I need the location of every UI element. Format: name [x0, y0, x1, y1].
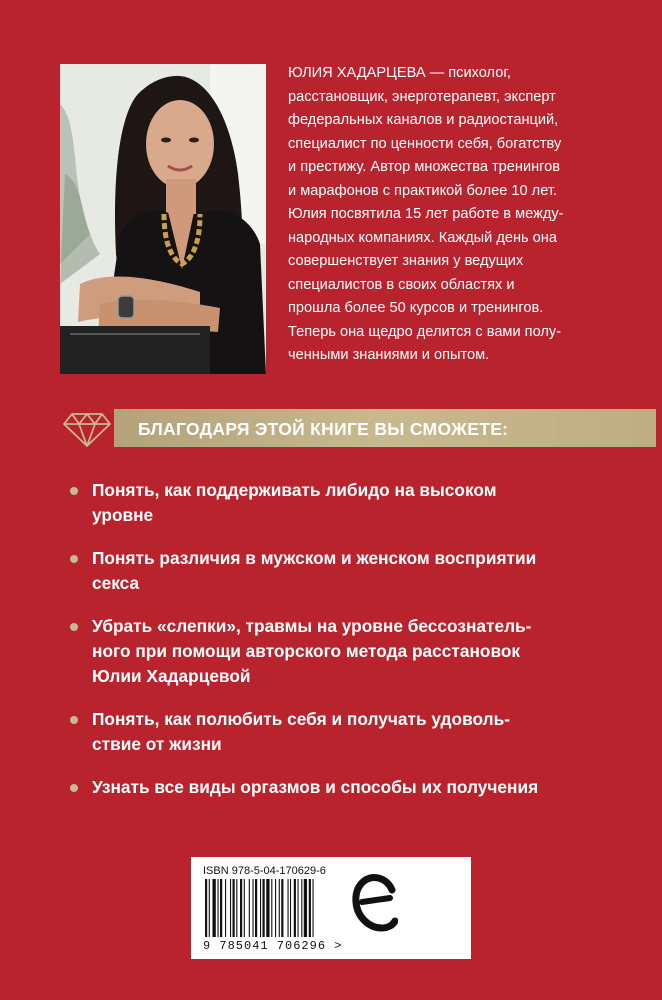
- benefit-item: [70, 707, 630, 757]
- bullet-dot-icon: [70, 623, 78, 631]
- benefit-line: ствие от жизни: [92, 734, 222, 754]
- diamond-icon: [60, 406, 114, 450]
- bio-line: прошла более 50 курсов и тренингов.: [288, 300, 544, 316]
- bio-line: народных компаниях. Каждый день она: [288, 229, 557, 246]
- benefit-line: Узнать все виды оргазмов и способы их получения: [92, 777, 539, 797]
- bio-line: ченными знаниями и опытом.: [288, 347, 490, 363]
- bio-line: Теперь она щедро делится с вами полу-: [288, 323, 562, 340]
- bio-line: совершенствует знания у ведущих: [288, 253, 524, 269]
- publisher-logo-icon: [352, 872, 398, 934]
- isbn-label: ISBN 978-5-04-170629-6: [203, 865, 326, 877]
- bio-line: Юлия посвятила 15 лет работе в между-: [288, 206, 564, 222]
- benefits-list: [70, 478, 630, 818]
- bio-line: специалист по ценности себя, богатству: [288, 135, 562, 152]
- benefit-line: секса: [92, 573, 140, 593]
- bio-line: и престижу. Автор множества тренингов: [288, 159, 561, 175]
- benefit-item: [70, 775, 630, 800]
- benefit-line: Убрать «слепки», травмы на уровне бессознатель-: [92, 616, 532, 636]
- bio-line: федеральных каналов и радиостанций,: [288, 112, 559, 128]
- bio-line: специалистов в своих областях и: [288, 276, 515, 293]
- author-photo: [60, 64, 266, 374]
- benefit-line: ного при помощи авторского метода расстановок: [92, 641, 521, 661]
- benefit-line: Понять, как полюбить себя и получать удоволь-: [92, 709, 510, 729]
- bullet-dot-icon: [70, 716, 78, 724]
- benefit-line: Понять, как поддерживать либидо на высоком: [92, 480, 497, 500]
- barcode-panel: [191, 857, 471, 959]
- benefit-item: [70, 546, 630, 596]
- benefit-line: уровне: [92, 505, 154, 525]
- benefit-line: Понять различия в мужском и женском восприятии: [92, 548, 537, 568]
- author-bio: [288, 62, 618, 368]
- bio-line: расстановщик, энерготерапевт, эксперт: [288, 88, 556, 105]
- bio-line: ЮЛИЯ ХАДАРЦЕВА — психолог,: [288, 65, 511, 81]
- bullet-dot-icon: [70, 487, 78, 495]
- benefits-banner: [60, 406, 608, 450]
- barcode-digits: 9 785041 706296 >: [203, 939, 343, 953]
- bullet-dot-icon: [70, 784, 78, 792]
- benefit-item: [70, 478, 630, 528]
- bullet-dot-icon: [70, 555, 78, 563]
- bio-line: и марафонов с практикой более 10 лет.: [288, 182, 557, 199]
- barcode: [203, 879, 353, 939]
- benefit-line: Юлии Хадарцевой: [92, 666, 251, 686]
- benefit-item: [70, 614, 630, 689]
- banner-title: БЛАГОДАРЯ ЭТОЙ КНИГЕ ВЫ СМОЖЕТЕ:: [138, 419, 509, 439]
